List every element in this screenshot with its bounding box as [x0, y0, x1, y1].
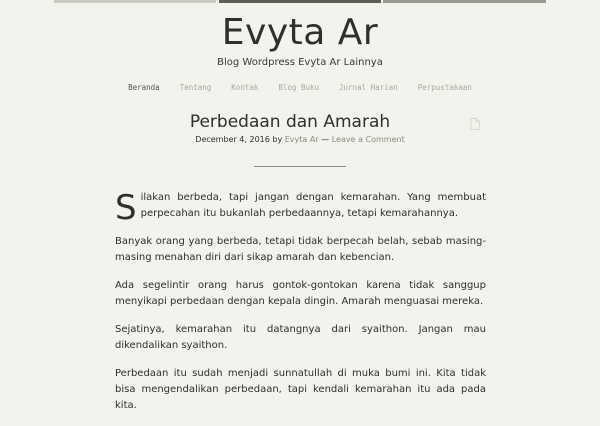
leave-comment-link[interactable]: Leave a Comment [331, 135, 405, 144]
document-icon[interactable] [470, 115, 480, 127]
paragraph: Banyak orang yang berbeda, tetapi tidak berpecah belah, sebab masing-masing menahan diri dari sikap amarah dan kebencian. [115, 236, 486, 263]
paragraph [115, 188, 486, 228]
title-divider [254, 166, 346, 167]
nav-item-perpustakaan[interactable]: Perpustakaan [417, 83, 472, 92]
nav-item-beranda[interactable]: Beranda [128, 83, 160, 92]
nav-item-kontak[interactable]: Kontak [231, 83, 259, 92]
site-description: Blog Wordpress Evyta Ar Lainnya [217, 57, 383, 68]
top-bar-2 [219, 0, 381, 3]
nav-item-jurnal-harian[interactable]: Jurnal Harian [339, 83, 398, 92]
paragraph: Sejatinya, kemarahan itu datangnya dari syaithon. Jangan mau dikendalikan syaithon. [115, 324, 486, 351]
post-meta [0, 135, 600, 144]
paragraph-text: ilakan berbeda, tapi jangan dengan kemarahan. Yang membuat perpecahan itu bukanlah perbedaannya, tetapi kemarahannya. [140, 192, 486, 219]
main-navigation [0, 83, 600, 92]
dropcap: S [115, 188, 137, 228]
post-title[interactable]: Perbedaan dan Amarah [189, 112, 391, 132]
post-content [115, 190, 486, 426]
paragraph: Ada segelintir orang harus gontok-gontokan karena tidak sanggup menyikapi perbedaan dengan kepala dingin. Amarah menguasai mereka. [115, 280, 486, 307]
site-title[interactable]: Evyta Ar [221, 12, 379, 53]
top-bar-1 [54, 0, 216, 3]
meta-separator: — [321, 135, 330, 144]
post-author[interactable]: Evyta Ar [284, 135, 319, 144]
top-bar-3 [383, 0, 546, 3]
post-date[interactable]: December 4, 2016 [195, 135, 270, 144]
nav-item-tentang[interactable]: Tentang [179, 83, 212, 92]
nav-item-blog-buku[interactable]: Blog Buku [278, 83, 320, 92]
post-by: by [272, 135, 283, 144]
top-color-bars [54, 0, 546, 3]
paragraph: Perbedaan itu sudah menjadi sunnatullah di muka bumi ini. Kita tidak bisa mengendalikan perbedaan, tapi kendali kemarahan itu ada pada kita. [115, 368, 486, 411]
